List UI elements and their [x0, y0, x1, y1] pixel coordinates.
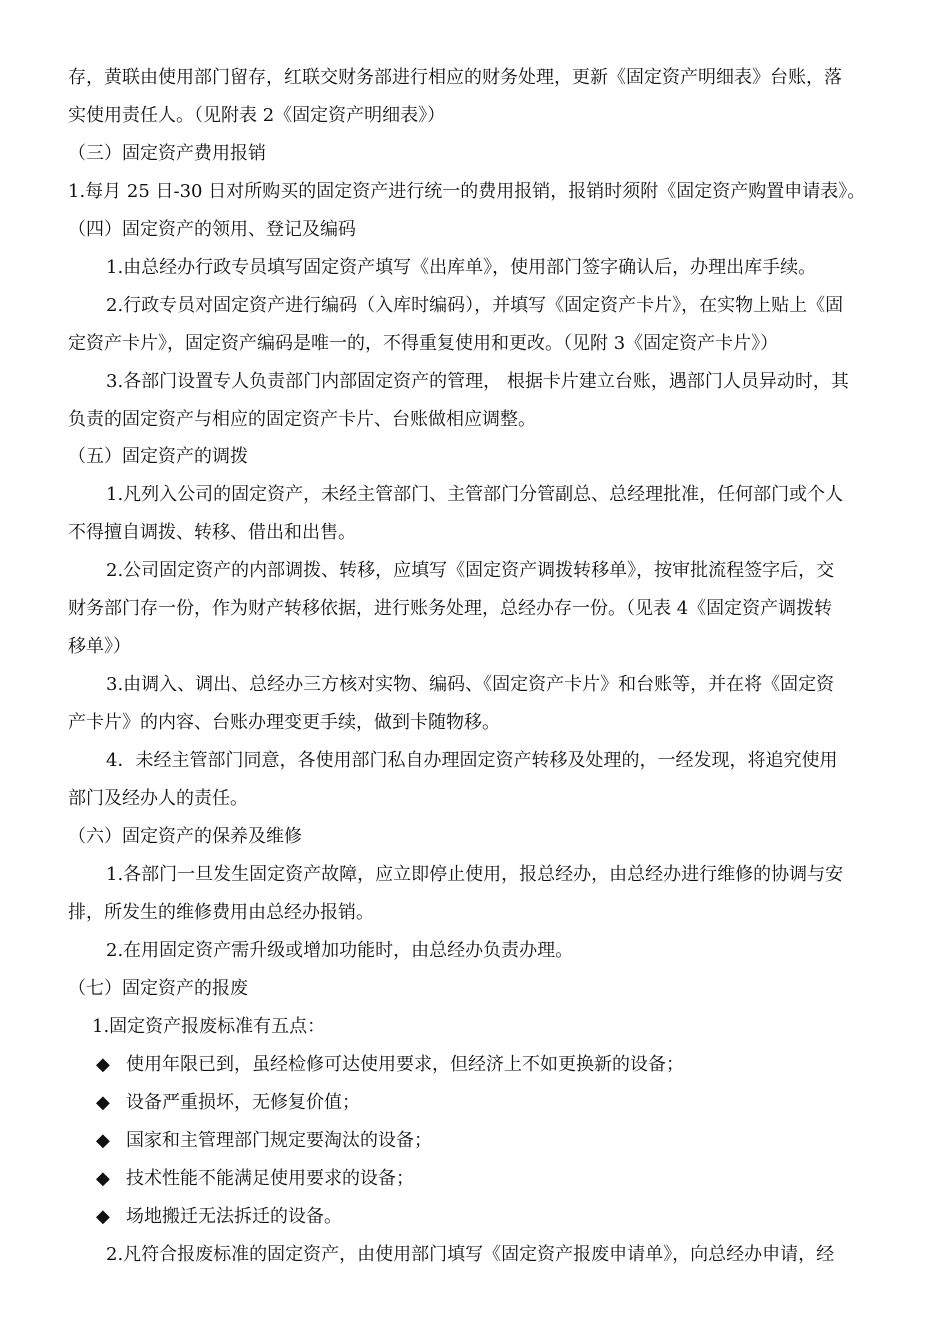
paragraph-line: 部门及经办人的责任。 [68, 788, 248, 809]
paragraph-line: 2.公司固定资产的内部调拨、转移，应填写《固定资产调拨转移单》，按审批流程签字后，交 [106, 560, 835, 581]
paragraph-line: 2.行政专员对固定资产进行编码（入库时编码），并填写《固定资产卡片》，在实物上贴上《固 [106, 295, 844, 316]
diamond-bullet-icon: ◆ [96, 1168, 110, 1189]
bullet-text: 场地搬迁无法拆迁的设备。 [126, 1206, 342, 1227]
paragraph-line: 排，所发生的维修费用由总经办报销。 [68, 902, 374, 923]
paragraph-line: 2.凡符合报废标准的固定资产，由使用部门填写《固定资产报废申请单》，向总经办申请，经 [106, 1244, 835, 1265]
section-heading-7: （七）固定资产的报废 [68, 978, 248, 999]
section-heading-4: （四）固定资产的领用、登记及编码 [68, 219, 356, 240]
paragraph-line: 3.各部门设置专人负责部门内部固定资产的管理， 根据卡片建立台账，遇部门人员异动时，其 [106, 371, 849, 392]
diamond-bullet-icon: ◆ [96, 1054, 110, 1075]
section-heading-5: （五）固定资产的调拨 [68, 446, 248, 467]
bullet-text: 使用年限已到，虽经检修可达使用要求，但经济上不如更换新的设备； [126, 1054, 684, 1075]
bullet-item [96, 1205, 342, 1229]
paragraph-line: 1.每月 25 日-30 日对所购买的固定资产进行统一的费用报销，报销时须附《固定资产购置申请表》。 [68, 181, 866, 202]
diamond-bullet-icon: ◆ [96, 1130, 110, 1151]
paragraph-line: 1.由总经办行政专员填写固定资产填写《出库单》，使用部门签字确认后，办理出库手续。 [106, 257, 817, 278]
paragraph-line: 实使用责任人。（见附表 2《固定资产明细表》） [68, 105, 446, 126]
paragraph-line: 定资产卡片》，固定资产编码是唯一的，不得重复使用和更改。（见附 3《固定资产卡片》） [68, 333, 779, 354]
bullet-text: 国家和主管理部门规定要淘汰的设备； [126, 1130, 432, 1151]
paragraph-line: 存，黄联由使用部门留存，红联交财务部进行相应的财务处理，更新《固定资产明细表》台账，落 [68, 67, 842, 88]
bullet-text: 技术性能不能满足使用要求的设备； [126, 1168, 414, 1189]
diamond-bullet-icon: ◆ [96, 1206, 110, 1227]
paragraph-line: 3.由调入、调出、总经办三方核对实物、编码、《固定资产卡片》和台账等，并在将《固定资 [106, 674, 835, 695]
paragraph-line: 财务部门存一份，作为财产转移依据，进行账务处理，总经办存一份。（见表 4《固定资产调拨转 [68, 598, 833, 619]
paragraph-line: 1.各部门一旦发生固定资产故障，应立即停止使用，报总经办，由总经办进行维修的协调与安 [106, 864, 844, 885]
paragraph-line: 移单》） [68, 636, 131, 657]
paragraph-line: 1.固定资产报废标准有五点： [92, 1016, 326, 1037]
bullet-item [96, 1091, 360, 1115]
bullet-item [96, 1053, 684, 1077]
paragraph-line: 负责的固定资产与相应的固定资产卡片、台账做相应调整。 [68, 409, 536, 430]
bullet-item [96, 1129, 432, 1153]
paragraph-line: 产卡片》的内容、台账办理变更手续，做到卡随物移。 [68, 712, 500, 733]
paragraph-line: 1.凡列入公司的固定资产，未经主管部门、主管部门分管副总、总经理批准，任何部门或个人 [106, 484, 844, 505]
paragraph-line: 2.在用固定资产需升级或增加功能时，由总经办负责办理。 [106, 940, 574, 961]
paragraph-line: 不得擅自调拨、转移、借出和出售。 [68, 522, 356, 543]
bullet-item [96, 1167, 414, 1191]
diamond-bullet-icon: ◆ [96, 1092, 110, 1113]
section-heading-3: （三）固定资产费用报销 [68, 143, 266, 164]
section-heading-6: （六）固定资产的保养及维修 [68, 826, 302, 847]
bullet-text: 设备严重损坏，无修复价值； [126, 1092, 360, 1113]
paragraph-line: 4．未经主管部门同意，各使用部门私自办理固定资产转移及处理的，一经发现，将追究使用 [106, 750, 838, 771]
